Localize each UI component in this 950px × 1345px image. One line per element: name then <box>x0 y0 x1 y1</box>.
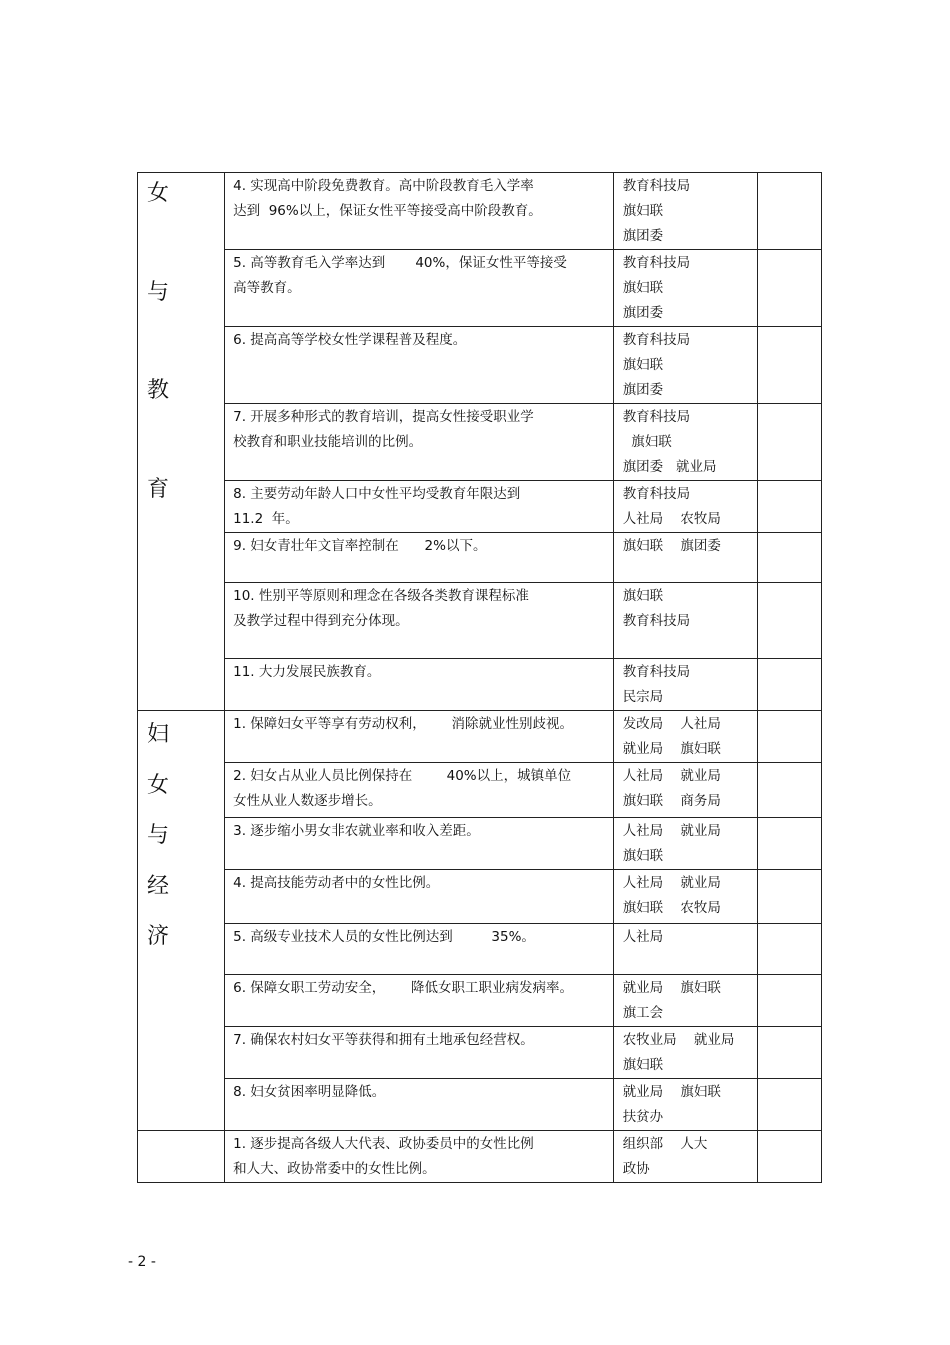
goal-text-line: 3. 逐步缩小男女非农就业率和收入差距。 <box>233 823 480 839</box>
empty-cell <box>757 173 821 250</box>
goal-text-line: 8. 妇女贫困率明显降低。 <box>233 1084 386 1100</box>
category-cell-women-economy <box>138 711 225 1131</box>
goal-cell <box>225 533 614 583</box>
empty-cell <box>757 481 821 533</box>
dept-text-line: 旗团委 <box>622 228 664 244</box>
goal-text-line: 7. 确保农村妇女平等获得和拥有土地承包经营权。 <box>233 1032 534 1048</box>
table-row <box>138 711 822 763</box>
goal-text-line: 达到 96%以上，保证女性平等接受高中阶段教育。 <box>233 203 542 219</box>
table-row <box>138 327 822 404</box>
dept-text-line: 组织部 人大 <box>622 1136 708 1152</box>
empty-cell <box>757 327 821 404</box>
responsible-depts-cell <box>613 1079 757 1131</box>
goal-text-line: 及教学过程中得到充分体现。 <box>233 613 409 629</box>
category-char: 与 <box>147 280 170 305</box>
goal-cell <box>225 173 614 250</box>
empty-cell <box>757 583 821 659</box>
dept-text-line: 教育科技局 <box>622 178 691 194</box>
dept-text-line: 民宗局 <box>622 689 664 705</box>
table-row <box>138 404 822 481</box>
dept-text-line: 教育科技局 <box>622 332 691 348</box>
goal-text-line: 女性从业人数逐步增长。 <box>233 793 382 809</box>
goal-cell <box>225 975 614 1027</box>
responsible-depts-cell <box>613 173 757 250</box>
category-char: 教 <box>147 378 170 403</box>
empty-cell <box>757 975 821 1027</box>
goal-text-line: 和人大、政协常委中的女性比例。 <box>233 1161 436 1177</box>
dept-text-line: 人社局 就业局 <box>622 875 721 891</box>
dept-text-line: 旗工会 <box>622 1005 664 1021</box>
goal-text-line: 高等教育。 <box>233 280 301 296</box>
goal-cell <box>225 870 614 924</box>
dept-text-line: 旗团委 <box>622 305 664 321</box>
empty-cell <box>757 870 821 924</box>
page-number: - 2 - <box>128 1254 156 1270</box>
table-row <box>138 1131 822 1183</box>
goal-text-line: 4. 提高技能劳动者中的女性比例。 <box>233 875 440 891</box>
goal-cell <box>225 818 614 870</box>
goal-text-line: 2. 妇女占从业人员比例保持在 40%以上，城镇单位 <box>233 768 572 784</box>
goal-text-line: 5. 高级专业技术人员的女性比例达到 35%。 <box>233 929 535 945</box>
dept-text-line: 人社局 农牧局 <box>622 511 721 527</box>
table-row <box>138 1027 822 1079</box>
goal-text-line: 11.2 年。 <box>233 511 299 527</box>
responsible-depts-cell <box>613 1027 757 1079</box>
dept-text-line: 政协 <box>622 1161 650 1177</box>
category-char: 与 <box>147 823 170 848</box>
goal-cell <box>225 924 614 975</box>
responsible-depts-cell <box>613 924 757 975</box>
dept-text-line: 旗妇联 农牧局 <box>622 900 721 916</box>
dept-text-line: 旗妇联 <box>622 203 664 219</box>
goal-text-line: 5. 高等教育毛入学率达到 40%，保证女性平等接受 <box>233 255 567 271</box>
goal-text-line: 8. 主要劳动年龄人口中女性平均受教育年限达到 <box>233 486 521 502</box>
goals-table-body <box>138 173 822 1183</box>
empty-cell <box>757 659 821 711</box>
goal-text-line: 1. 逐步提高各级人大代表、政协委员中的女性比例 <box>233 1136 534 1152</box>
responsible-depts-cell <box>613 711 757 763</box>
responsible-depts-cell <box>613 1131 757 1183</box>
goal-cell <box>225 250 614 327</box>
dept-text-line: 旗妇联 <box>622 280 664 296</box>
table-row <box>138 924 822 975</box>
category-char: 女 <box>147 773 170 798</box>
dept-text-line: 就业局 旗妇联 <box>622 1084 721 1100</box>
dept-text-line: 人社局 就业局 <box>622 768 721 784</box>
dept-text-line: 教育科技局 <box>622 664 691 680</box>
goal-cell <box>225 659 614 711</box>
goal-cell <box>225 327 614 404</box>
responsible-depts-cell <box>613 327 757 404</box>
category-char: 育 <box>147 477 170 502</box>
dept-text-line: 旗妇联 旗团委 <box>622 538 721 554</box>
dept-text-line: 扶贫办 <box>622 1109 664 1125</box>
dept-text-line: 旗妇联 <box>622 434 672 450</box>
dept-text-line: 就业局 旗妇联 <box>622 980 721 996</box>
category-char: 妇 <box>147 722 170 747</box>
empty-cell <box>757 763 821 818</box>
category-char: 济 <box>147 924 170 949</box>
goal-cell <box>225 763 614 818</box>
empty-cell <box>757 404 821 481</box>
responsible-depts-cell <box>613 818 757 870</box>
dept-text-line: 农牧业局 就业局 <box>622 1032 735 1048</box>
goal-text-line: 6. 提高高等学校女性学课程普及程度。 <box>233 332 467 348</box>
goals-table <box>137 172 822 1183</box>
goal-text-line: 7. 开展多种形式的教育培训，提高女性接受职业学 <box>233 409 534 425</box>
responsible-depts-cell <box>613 975 757 1027</box>
goal-text-line: 11. 大力发展民族教育。 <box>233 664 381 680</box>
goal-cell <box>225 481 614 533</box>
dept-text-line: 旗妇联 <box>622 588 664 604</box>
dept-text-line: 教育科技局 <box>622 409 691 425</box>
table-row <box>138 250 822 327</box>
goal-cell <box>225 711 614 763</box>
responsible-depts-cell <box>613 763 757 818</box>
responsible-depts-cell <box>613 659 757 711</box>
dept-text-line: 人社局 <box>622 929 664 945</box>
responsible-depts-cell <box>613 404 757 481</box>
empty-cell <box>757 250 821 327</box>
goal-cell <box>225 1027 614 1079</box>
empty-cell <box>757 818 821 870</box>
dept-text-line: 就业局 旗妇联 <box>622 741 721 757</box>
category-cell-women-politics <box>138 1131 225 1183</box>
table-row <box>138 481 822 533</box>
dept-text-line: 旗妇联 商务局 <box>622 793 721 809</box>
goal-cell <box>225 1131 614 1183</box>
dept-text-line: 旗团委 就业局 <box>622 459 717 475</box>
dept-text-line: 旗妇联 <box>622 848 664 864</box>
table-row <box>138 818 822 870</box>
responsible-depts-cell <box>613 870 757 924</box>
responsible-depts-cell <box>613 250 757 327</box>
responsible-depts-cell <box>613 533 757 583</box>
table-row <box>138 763 822 818</box>
dept-text-line: 旗妇联 <box>622 357 664 373</box>
goal-text-line: 9. 妇女青壮年文盲率控制在 2%以下。 <box>233 538 487 554</box>
category-char: 经 <box>147 874 170 899</box>
empty-cell <box>757 533 821 583</box>
goal-text-line: 校教育和职业技能培训的比例。 <box>233 434 423 450</box>
responsible-depts-cell <box>613 583 757 659</box>
dept-text-line: 教育科技局 <box>622 613 691 629</box>
goal-text-line: 6. 保障女职工劳动安全， 降低女职工职业病发病率。 <box>233 980 574 996</box>
goal-text-line: 4. 实现高中阶段免费教育。高中阶段教育毛入学率 <box>233 178 534 194</box>
table-row <box>138 173 822 250</box>
responsible-depts-cell <box>613 481 757 533</box>
table-row <box>138 659 822 711</box>
empty-cell <box>757 1079 821 1131</box>
dept-text-line: 旗团委 <box>622 382 664 398</box>
dept-text-line: 旗妇联 <box>622 1057 664 1073</box>
table-row <box>138 870 822 924</box>
goal-cell <box>225 583 614 659</box>
goal-cell <box>225 404 614 481</box>
empty-cell <box>757 924 821 975</box>
goal-text-line: 1. 保障妇女平等享有劳动权利， 消除就业性别歧视。 <box>233 716 574 732</box>
category-char: 女 <box>147 181 170 206</box>
dept-text-line: 人社局 就业局 <box>622 823 721 839</box>
category-cell-women-education <box>138 173 225 711</box>
goal-cell <box>225 1079 614 1131</box>
empty-cell <box>757 711 821 763</box>
dept-text-line: 教育科技局 <box>622 255 691 271</box>
table-row <box>138 583 822 659</box>
empty-cell <box>757 1027 821 1079</box>
empty-cell <box>757 1131 821 1183</box>
dept-text-line: 发改局 人社局 <box>622 716 721 732</box>
table-row <box>138 975 822 1027</box>
goal-text-line: 10. 性别平等原则和理念在各级各类教育课程标准 <box>233 588 529 604</box>
table-row <box>138 1079 822 1131</box>
dept-text-line: 教育科技局 <box>622 486 691 502</box>
table-row <box>138 533 822 583</box>
